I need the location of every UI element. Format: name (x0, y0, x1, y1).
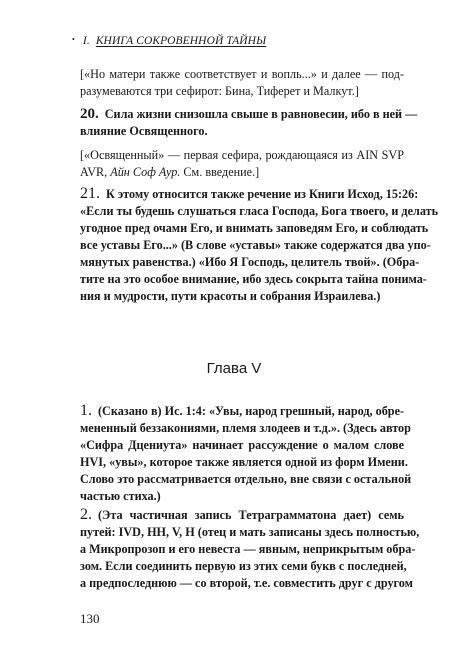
section-text-line: путей: IVD, HH, V, H (отец и мать записаны здесь полностью, (80, 525, 420, 539)
note-text: См. введение.] (180, 164, 260, 179)
section-21 (80, 185, 439, 305)
section-text-line: «Сифра Дцениута» начинает рассуждение о малом слове (80, 438, 404, 452)
section-1 (80, 402, 412, 505)
running-head (72, 35, 408, 47)
section-text-line: а Микропрозоп и его невеста — явным, неприкрытым обра- (80, 542, 416, 556)
section-text-line: зом. Если соединить первую из этих семи букв с последней, (80, 559, 407, 573)
section-text-line: К этому относится также речение из Книги Исход, 15:26: (106, 187, 419, 201)
section-text-line: мененный беззакониями, племя злодеев и т.д.». (Здесь автор (80, 421, 411, 435)
section-number: 21. (80, 185, 100, 202)
editor-note-2 (80, 147, 404, 180)
page-number: 130 (80, 611, 100, 626)
section-text-line: «Если ты будешь слушаться гласа Господа, Бога твоего, и делать (80, 204, 439, 218)
section-number: 2. (80, 506, 92, 523)
section-text-line: тите на это особое внимание, ибо здесь сокрыта тайна понима- (80, 272, 427, 286)
section-text-line: все уставы Его...» (В слове «уставы» также содержатся два упо- (80, 238, 431, 252)
section-20 (80, 106, 418, 140)
editor-note-1 (80, 66, 404, 99)
section-text-line: HVI, «увы», которое также является одной из форм Имени. (80, 455, 408, 469)
section-text-line: Слово это рассматривается отдельно, вне связи с остальной (80, 472, 412, 486)
note-line: [«Но матери также соответствует и вопль...» и далее — под- (80, 67, 404, 81)
section-text-line: (Сказано в) Ис. 1:4: «Увы, народ грешный, народ, обре- (98, 404, 405, 418)
chapter-heading: Глава V (206, 360, 262, 377)
section-text-line: влияние Освященного. (80, 124, 208, 138)
section-text-line: угодное пред очами Его, и внимать заповедям Его, и соблюдать (80, 221, 429, 235)
section-text-line: Сила жизни снизошла свыше в равновесии, ибо в ней — (104, 107, 418, 121)
note-line: разумеваются три сефирот: Бина, Тиферет и Малкут.] (80, 83, 359, 98)
section-2 (80, 506, 420, 592)
section-number: 20. (80, 106, 99, 122)
running-head-chapter-number: I. (82, 35, 90, 47)
note-line: [«Освященный» — первая сефира, рождающаяся из AIN SVP (80, 148, 404, 162)
section-text-line: частью стиха.) (80, 489, 161, 503)
running-head-title: КНИГА СОКРОВЕННОЙ ТАЙНЫ (95, 35, 267, 47)
section-text-line: мянутых равенства.) «Ибо Я Господь, целитель твой». (Обра- (80, 255, 420, 269)
section-number: 1. (80, 402, 92, 419)
bullet-icon: • (72, 35, 75, 44)
note-italic-term: Айн Соф Аур. (110, 164, 181, 179)
note-text: AVR, (80, 164, 111, 179)
section-text-line: а предпоследнюю — со второй, т.е. совместить друг с другом (80, 576, 413, 590)
section-text-line: ния и мудрости, пути красоты и собрания Израилева.) (80, 289, 381, 303)
section-text-line: (Эта частичная запись Тетраграмматона дает) семь (98, 508, 404, 522)
